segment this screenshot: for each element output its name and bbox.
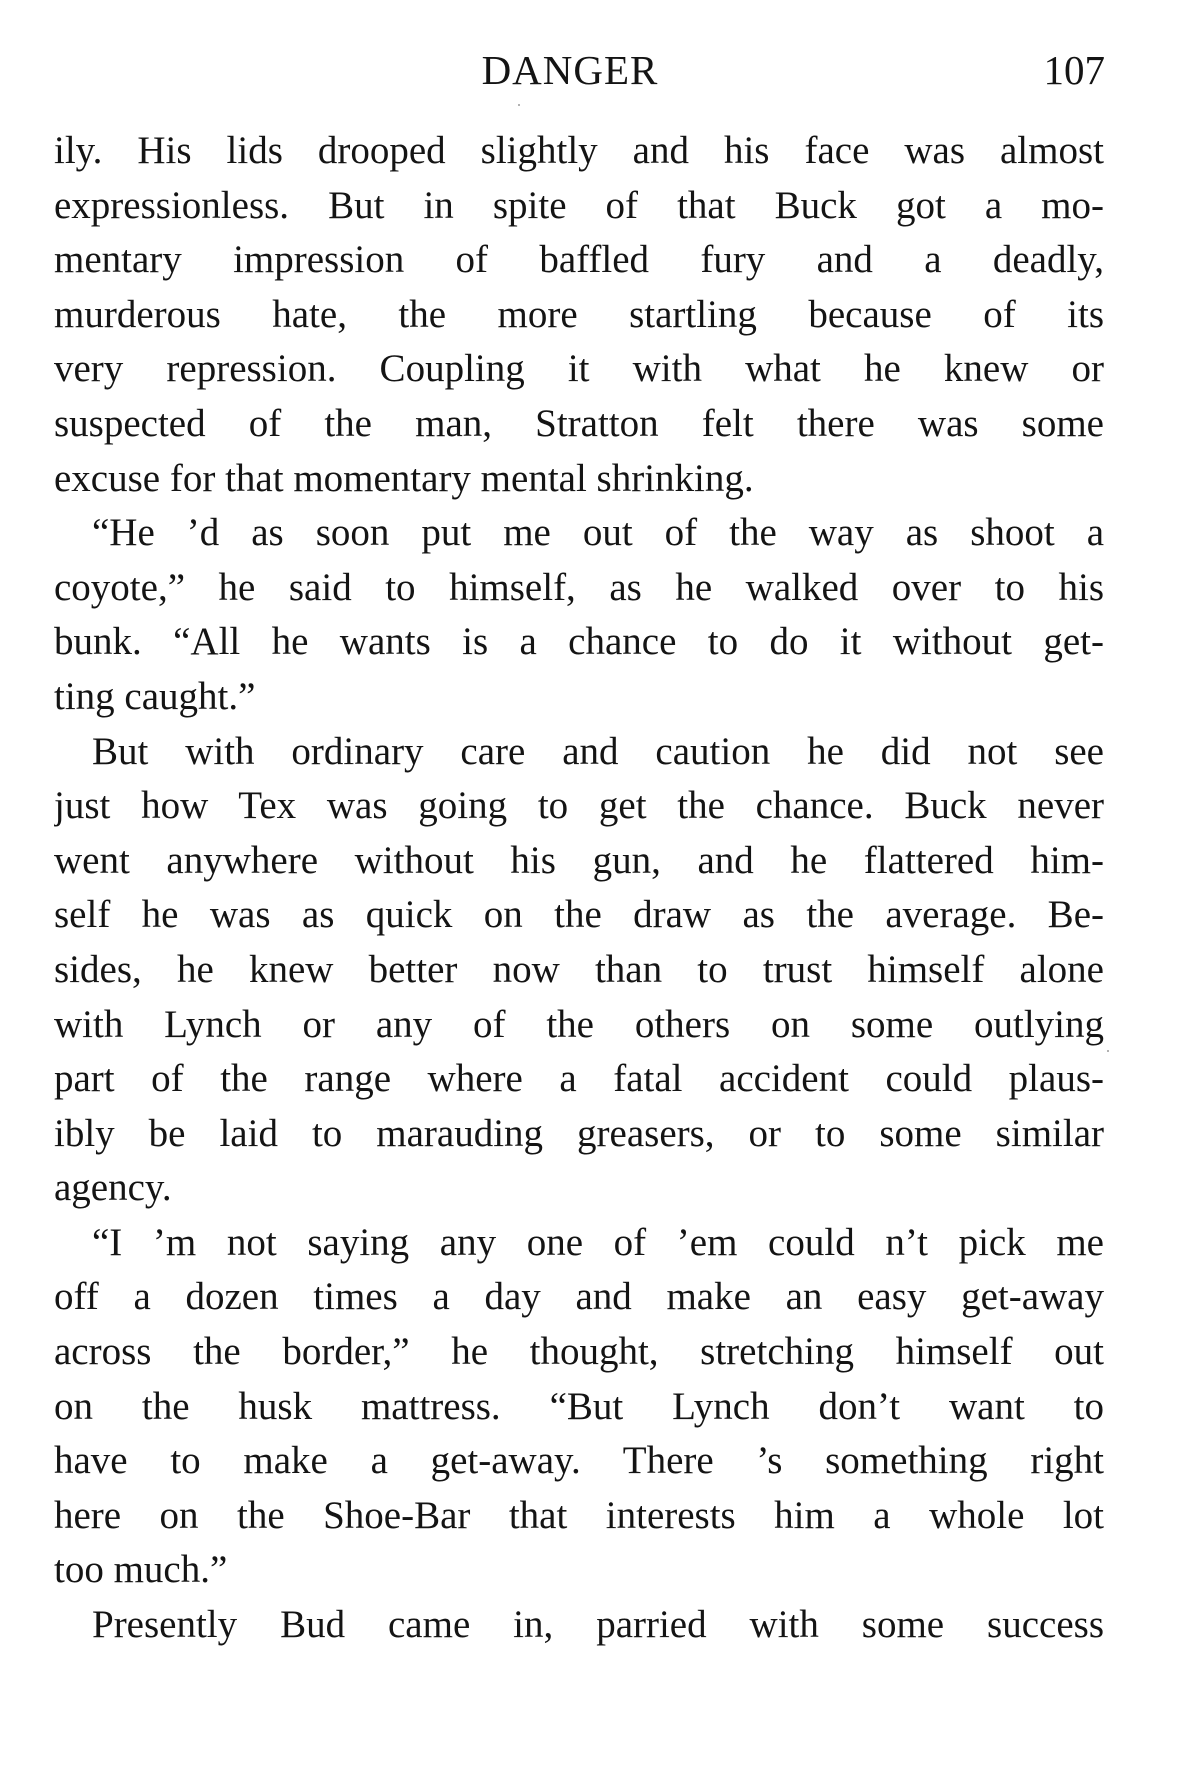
text-line: ily. His lids drooped slightly and his face was almost — [54, 129, 1104, 172]
text-line: sides, he knew better now than to trust himself alone — [54, 947, 1104, 991]
text-line: expressionless. But in spite of that Buck got a mo- — [54, 183, 1104, 227]
text-line: murderous hate, the more startling because of its — [54, 292, 1104, 336]
text-line: “I ’m not saying any one of ’em could n’t pick me — [92, 1220, 1104, 1264]
text-line: coyote,” he said to himself, as he walked over to his — [54, 565, 1104, 609]
scan-speck — [1107, 1050, 1109, 1052]
page-number: 107 — [1043, 47, 1105, 93]
text-line: mentary impression of baffled fury and a deadly, — [54, 238, 1104, 282]
text-line: self he was as quick on the draw as the average. Be- — [54, 893, 1104, 937]
text-line: with Lynch or any of the others on some outlying — [54, 1002, 1104, 1046]
text-line: agency. — [54, 1166, 172, 1210]
text-line: too much.” — [54, 1548, 228, 1592]
text-line: part of the range where a fatal accident could plaus- — [54, 1057, 1104, 1101]
text-line: But with ordinary care and caution he did not see — [92, 729, 1104, 773]
text-line: across the border,” he thought, stretching himself out — [54, 1330, 1104, 1374]
text-line: just how Tex was going to get the chance. Buck never — [54, 784, 1104, 828]
text-line: Presently Bud came in, parried with some success — [92, 1603, 1104, 1647]
text-line: very repression. Coupling it with what he knew or — [54, 347, 1104, 391]
running-title: DANGER — [481, 47, 659, 93]
text-line: off a dozen times a day and make an easy get-away — [54, 1275, 1104, 1319]
text-line: ibly be laid to marauding greasers, or to some similar — [54, 1111, 1104, 1155]
scan-speck — [518, 104, 520, 106]
text-line: on the husk mattress. “But Lynch don’t want to — [54, 1384, 1104, 1428]
text-line: have to make a get-away. There ’s something right — [54, 1439, 1104, 1483]
text-line: suspected of the man, Stratton felt there was some — [54, 401, 1104, 445]
text-line: went anywhere without his gun, and he flattered him- — [54, 838, 1104, 882]
running-head — [0, 40, 1183, 100]
text-line: excuse for that momentary mental shrinking. — [54, 456, 754, 500]
text-body — [54, 124, 1104, 1653]
text-line: ting caught.” — [54, 674, 256, 718]
text-line: here on the Shoe-Bar that interests him a whole lot — [54, 1493, 1104, 1537]
text-line: bunk. “All he wants is a chance to do it without get- — [54, 620, 1104, 664]
text-line: “He ’d as soon put me out of the way as shoot a — [92, 511, 1104, 555]
